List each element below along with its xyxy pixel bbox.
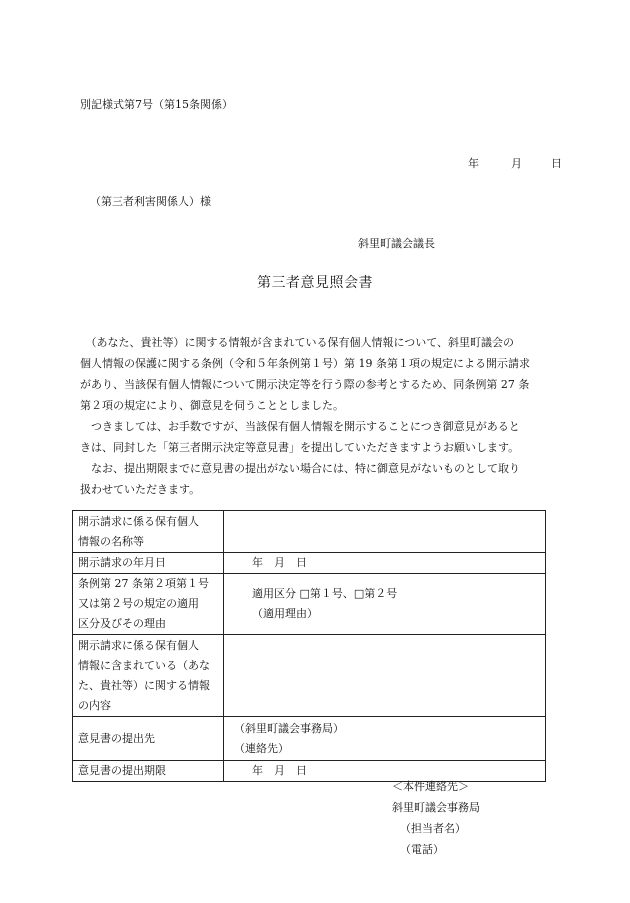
row-label-document-name [73,511,224,553]
body-line: なお、提出期限までに意見書の提出がない場合には、特に御意見がないものとして取り [80,462,520,475]
value-line: （適用理由） [252,607,318,620]
contact-office: 斜里町議会事務局 [392,801,480,814]
table-row [73,574,546,635]
date-month: 月 [511,157,522,170]
row-value-submit-to [224,717,546,761]
value-line: （連絡先） [234,741,289,755]
info-table [72,510,546,782]
row-label-info-content [73,635,224,717]
form-number: 別記様式第7号（第15条関係） [80,98,233,111]
row-value-request-date: 年 月 日 [224,553,546,574]
table-row [73,511,546,553]
label-line: 開示請求に係る保有個人 [78,638,199,652]
row-label-applicable-category [73,574,224,635]
table-row [73,553,546,574]
sender: 斜里町議会議長 [358,237,435,250]
table-row [73,635,546,717]
label-line: 区分及びその理由 [78,617,166,630]
value-line: 適用区分 □第１号、□第２号 [252,587,398,600]
row-value-document-name [224,511,546,553]
body-line: きは、同封した「第三者開示決定等意見書」を提出していただきますようお願いします。 [80,441,520,454]
label-line: 条例第 27 条第２項第１号 [78,577,209,590]
row-value-info-content [224,635,546,717]
row-value-deadline: 年 月 日 [224,761,546,782]
label-line: 情報に含まれている（あな [78,658,210,672]
addressee: （第三者利害関係人）様 [90,195,211,208]
body-line: 扱わせていただきます。 [80,483,201,496]
row-label-submit-to: 意見書の提出先 [73,717,224,761]
label-line: 又は第２号の規定の適用 [78,597,199,610]
contact-person: （担当者名） [400,822,466,835]
body-line: があり、当該保有個人情報について開示決定等を行う際の参考とするため、同条例第 27 条 [80,378,530,391]
body-line: 個人情報の保護に関する条例（令和５年条例第１号）第 19 条第１項の規定による開示請求 [80,357,530,370]
contact-block [392,776,480,860]
label-line: 開示請求に係る保有個人 [78,514,199,528]
body-line: 第２項の規定により、御意見を伺うこととしました。 [80,399,344,412]
document-title: 第三者意見照会書 [257,275,373,291]
value-line: （斜里町議会事務局） [234,721,344,735]
label-line: た、貴社等）に関する情報 [78,678,210,692]
label-line: 情報の名称等 [78,534,144,548]
contact-phone: （電話） [400,843,444,856]
row-value-applicable-category [224,574,546,635]
body-text [80,332,552,500]
body-line: （あなた、貴社等）に関する情報が含まれている保有個人情報について、斜里町議会の [80,336,515,349]
row-label-request-date: 開示請求の年月日 [73,553,224,574]
table-row [73,717,546,761]
date-day: 日 [551,157,562,170]
label-line: の内容 [78,698,111,712]
body-line: つきましては、お手数ですが、当該保有個人情報を開示することにつき御意見があると [80,420,520,433]
date-line [468,155,562,171]
contact-heading: ＜本件連絡先＞ [392,780,469,793]
row-label-deadline: 意見書の提出期限 [73,761,224,782]
date-year: 年 [468,157,479,170]
